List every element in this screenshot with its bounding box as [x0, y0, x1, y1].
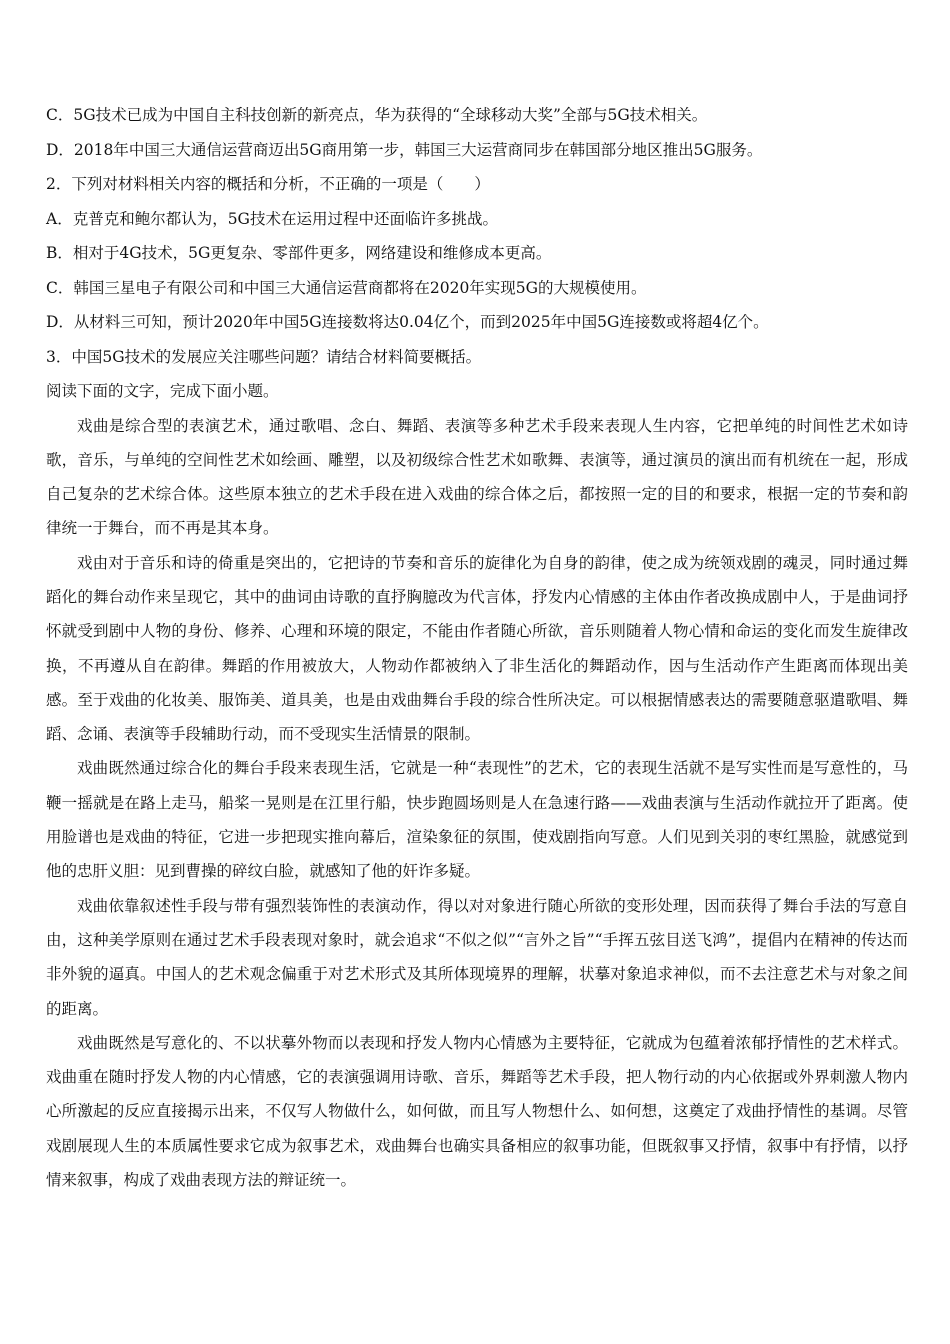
document-page [46, 98, 908, 1197]
q1-option-d: D．2018年中国三大通信运营商迈出5G商用第一步，韩国三大运营商同步在韩国部分地区推出5G服务。 [46, 140, 763, 159]
q2-option-d: D．从材料三可知，预计2020年中国5G连接数将达0.04亿个，而到2025年中国5G连接数或将超4亿个。 [46, 313, 769, 331]
article-paragraph-5: 戏曲既然是写意化的、不以状摹外物而以表现和抒发人物内心情感为主要特征，它就成为包蕴着浓郁抒情性的艺术样式。戏曲重在随时抒发人物的内心情感，它的表演强调用诗歌、音乐，舞蹈等艺术手段，把人物行动的内心依据或外界刺激人物内心所激起的反应直接揭示出来，不仅写人物做什么，如何做，而且写人物想什么、如何想，这奠定了戏曲抒情性的基调。尽管戏剧展现人生的本质属性要求它成为叙事艺术，戏曲舞台也确实具备相应的叙事功能，但既叙事又抒情，叙事中有抒情，以抒情来叙事，构成了戏曲表现方法的辩证统一。 [46, 1033, 908, 1190]
q2-stem: 2．下列对材料相关内容的概括和分析，不正确的一项是（ ） [46, 175, 490, 193]
q2-option-c: C．韩国三星电子有限公司和中国三大通信运营商都将在2020年实现5G的大规模使用。 [46, 278, 647, 297]
q3-stem: 3．中国5G技术的发展应关注哪些问题？请结合材料简要概括。 [46, 347, 482, 366]
article-paragraph-4: 戏曲依靠叙述性手段与带有强烈装饰性的表演动作，得以对对象进行随心所欲的变形处理，因而获得了舞台手法的写意自由，这种美学原则在通过艺术手段表现对象时，就会追求“不似之似”“言外之旨”“手挥五弦目送飞鸿”，提倡内在精神的传达而非外貌的逼真。中国人的艺术观念偏重于对艺术形式及其所体现境界的理解，状摹对象追求神似，而不去注意艺术与对象之间的距离。 [46, 896, 908, 1018]
q2-option-a: A．克普克和鲍尔都认为，5G技术在运用过程中还面临许多挑战。 [46, 209, 498, 228]
reading-instruction: 阅读下面的文字，完成下面小题。 [46, 382, 279, 400]
article-paragraph-2: 戏由对于音乐和诗的倚重是突出的，它把诗的节奏和音乐的旋律化为自身的韵律，使之成为统领戏剧的魂灵，同时通过舞蹈化的舞台动作来呈现它，其中的曲词由诗歌的直抒胸臆改为代言体，抒发内心情感的主体由作者改换成剧中人，于是曲词抒怀就受到剧中人物的身份、修养、心理和环境的限定，不能由作者随心所欲，音乐则随着人物心情和命运的变化而发生旋律改换，不再遵从自在韵律。舞蹈的作用被放大，人物动作都被纳入了非生活化的舞蹈动作，因与生活动作产生距离而体现出美感。至于戏曲的化妆美、服饰美、道具美，也是由戏曲舞台手段的综合性所决定。可以根据情感表达的需要随意驱遣歌唱、舞蹈、念诵、表演等手段辅助行动，而不受现实生活情景的限制。 [46, 553, 908, 744]
article-body [46, 409, 908, 1198]
q2-option-b: B．相对于4G技术，5G更复杂、零部件更多，网络建设和维修成本更高。 [46, 244, 552, 262]
article-paragraph-1: 戏曲是综合型的表演艺术，通过歌唱、念白、舞蹈、表演等多种艺术手段来表现人生内容，它把单纯的时间性艺术如诗歌，音乐，与单纯的空间性艺术如绘画、雕塑，以及初级综合性艺术如歌舞、表演等，通过演员的演出而有机统在一起，形成自己复杂的艺术综合体。这些原本独立的艺术手段在进入戏曲的综合体之后，都按照一定的目的和要求，根据一定的节奏和韵律统一于舞台，而不再是其本身。 [46, 416, 908, 538]
q1-option-c: C．5G技术已成为中国自主科技创新的新亮点，华为获得的“全球移动大奖”全部与5G技术相关。 [46, 106, 708, 124]
article-paragraph-3: 戏曲既然通过综合化的舞台手段来表现生活，它就是一种“表现性”的艺术，它的表现生活就不是写实性而是写意性的，马鞭一摇就是在路上走马，船桨一晃则是在江里行船，快步跑圆场则是人在急速行路——戏曲表演与生活动作就拉开了距离。使用脸谱也是戏曲的特征，它进一步把现实推向幕后，渲染象征的氛围，使戏剧指向写意。人们见到关羽的枣红黑脸，就感觉到他的忠肝义胆：见到曹操的碎纹白脸，就感知了他的奸诈多疑。 [46, 759, 908, 881]
